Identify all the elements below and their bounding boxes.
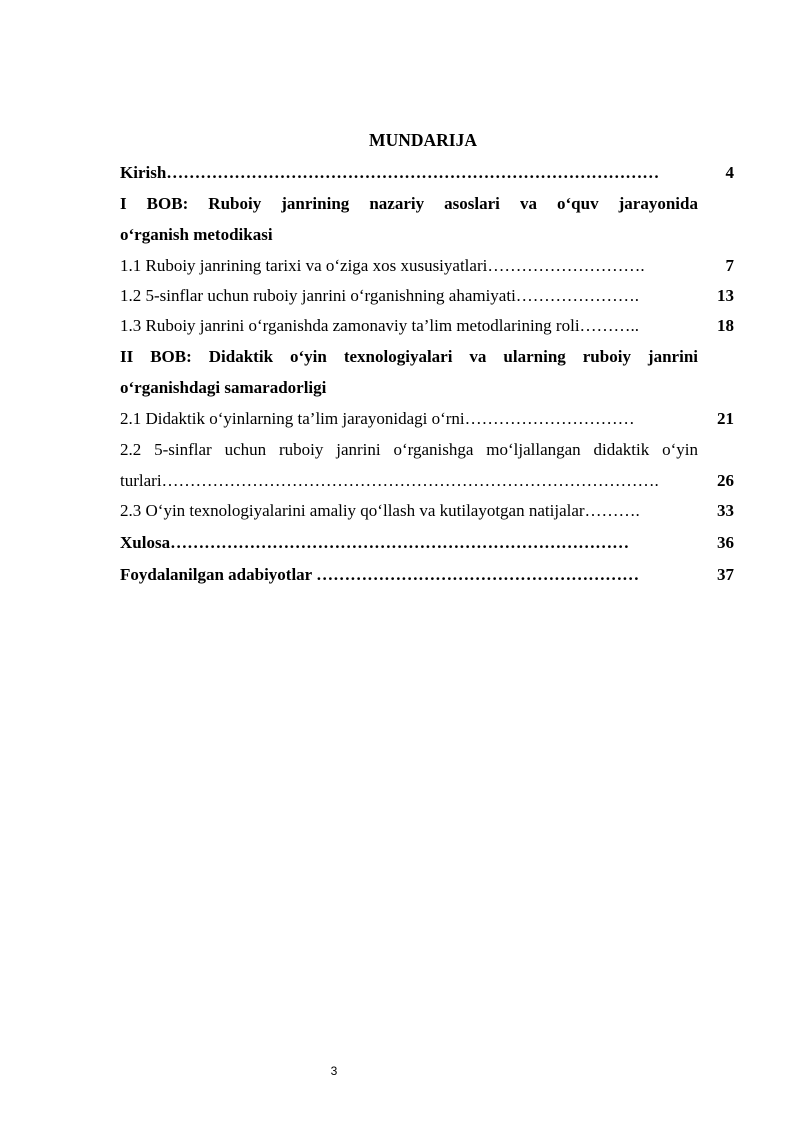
toc-entry-text: 2.1 Didaktik o‘yinlarning ta’lim jarayonidagi o‘rni………………………… [120, 409, 635, 428]
toc-chapter-1-line-1: I BOB: Ruboiy janrining nazariy asoslari va o‘quv jarayonida [120, 194, 698, 213]
toc-entry-text: 1.3 Ruboiy janrini o‘rganishda zamonaviy ta’lim metodlarining roli……….. [120, 316, 640, 335]
toc-entry-page: 26 [717, 471, 734, 490]
toc-entry-page: 37 [717, 565, 734, 584]
toc-entry-page: 36 [717, 533, 734, 552]
toc-entry-page: 33 [717, 501, 734, 520]
toc-entry-text: Xulosa……………………………………………………………………… [120, 533, 630, 552]
toc-chapter-1-line-2: o‘rganish metodikasi [120, 225, 273, 244]
toc-entry-page: 7 [725, 256, 734, 275]
page-title: MUNDARIJA [369, 130, 477, 150]
toc-entry-text: 1.1 Ruboiy janrining tarixi va o‘ziga xos xususiyatlari………………………. [120, 256, 645, 275]
toc-entry-page: 18 [717, 316, 734, 335]
toc-entry-2-2-line-1: 2.2 5-sinflar uchun ruboiy janrini o‘rganishga mo‘ljallangan didaktik o‘yin [120, 440, 698, 459]
toc-chapter-2-line-1: II BOB: Didaktik o‘yin texnologiyalari va ularning ruboiy janrini [120, 347, 698, 366]
toc-entry-page: 13 [717, 286, 734, 305]
page-number: 3 [330, 1064, 338, 1078]
toc-entry-text: 1.2 5-sinflar uchun ruboiy janrini o‘rganishning ahamiyati…………………. [120, 286, 640, 305]
toc-entry-text: Kirish…………………………………………………………………………… [120, 163, 660, 182]
toc-entry-text: 2.3 O‘yin texnologiyalarini amaliy qo‘llash va kutilayotgan natijalar………. [120, 501, 640, 520]
toc-entry-text: turlari……………………………………………………………………………. [120, 471, 659, 490]
toc-entry-page: 4 [725, 163, 734, 182]
toc-entry-text: Foydalanilgan adabiyotlar ………………………………………………… [120, 565, 640, 584]
toc-entry-page: 21 [717, 409, 734, 428]
toc-chapter-2-line-2: o‘rganishdagi samaradorligi [120, 378, 327, 397]
